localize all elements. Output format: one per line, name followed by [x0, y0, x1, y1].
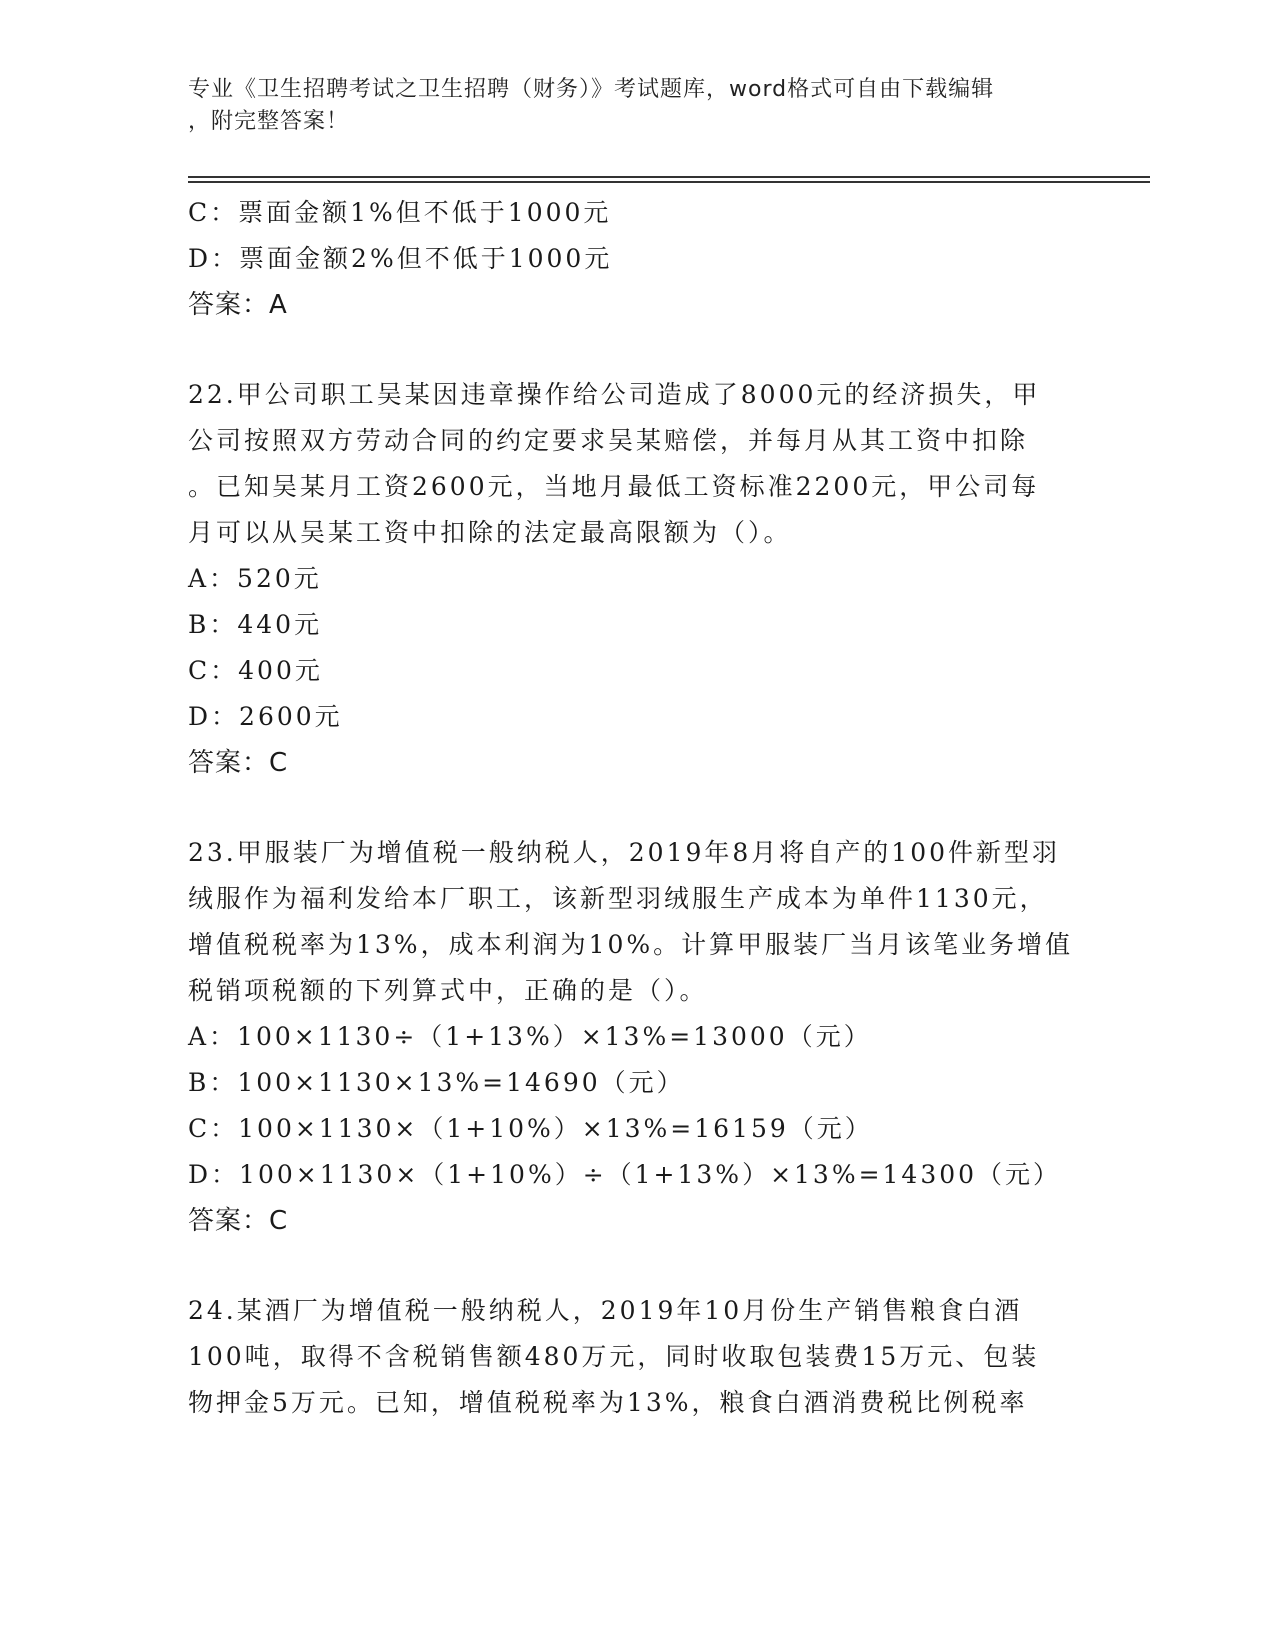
question-text: 。已知吴某月工资2600元，当地月最低工资标准2200元，甲公司每 — [188, 472, 1040, 501]
header-line: 专业《卫生招聘考试之卫生招聘（财务）》考试题库，word格式可自由下载编辑 — [188, 77, 995, 102]
option-line: C：400元 — [188, 656, 323, 685]
question-text: 增值税税率为13%，成本利润为10%。计算甲服装厂当月该笔业务增值 — [188, 930, 1074, 959]
answer-line: 答案：C — [188, 1206, 289, 1236]
question-text: 税销项税额的下列算式中，正确的是（）。 — [188, 976, 708, 1005]
option-line: D：100×1130×（1+10%）÷（1+13%）×13%=14300（元） — [188, 1160, 1062, 1189]
question-text: 23.甲服装厂为增值税一般纳税人，2019年8月将自产的100件新型羽 — [188, 838, 1061, 867]
question-text: 绒服作为福利发给本厂职工，该新型羽绒服生产成本为单件1130元， — [188, 884, 1048, 913]
answer-line: 答案：A — [188, 290, 288, 320]
option-line: A：100×1130÷（1+13%）×13%=13000（元） — [188, 1022, 872, 1051]
option-line: D：2600元 — [188, 702, 343, 731]
option-line: C：票面金额1%但不低于1000元 — [188, 198, 612, 227]
question-text: 24.某酒厂为增值税一般纳税人，2019年10月份生产销售粮食白酒 — [188, 1296, 1023, 1325]
question-block — [188, 830, 1088, 1244]
question-text: 月可以从吴某工资中扣除的法定最高限额为（）。 — [188, 518, 792, 547]
option-line: B：100×1130×13%=14690（元） — [188, 1068, 685, 1097]
option-line: B：440元 — [188, 610, 323, 639]
question-block — [188, 190, 1088, 328]
header-divider-top — [188, 176, 1150, 178]
question-text: 公司按照双方劳动合同的约定要求吴某赔偿，并每月从其工资中扣除 — [188, 426, 1029, 455]
option-line: D：票面金额2%但不低于1000元 — [188, 244, 613, 273]
document-header — [188, 74, 1088, 138]
document-body — [188, 190, 1088, 1426]
header-divider-bottom — [188, 181, 1150, 183]
question-text: 22.甲公司职工吴某因违章操作给公司造成了8000元的经济损失，甲 — [188, 380, 1041, 409]
spacer — [188, 328, 1088, 372]
spacer — [188, 1244, 1088, 1288]
question-text: 100吨，取得不含税销售额480万元，同时收取包装费15万元、包装 — [188, 1342, 1040, 1371]
option-line: A：520元 — [188, 564, 322, 593]
answer-line: 答案：C — [188, 748, 289, 778]
question-text: 物押金5万元。已知，增值税税率为13%，粮食白酒消费税比例税率 — [188, 1388, 1028, 1417]
header-line: ，附完整答案！ — [188, 109, 350, 134]
spacer — [188, 786, 1088, 830]
question-block — [188, 1288, 1088, 1426]
option-line: C：100×1130×（1+10%）×13%=16159（元） — [188, 1114, 873, 1143]
question-block — [188, 372, 1088, 786]
